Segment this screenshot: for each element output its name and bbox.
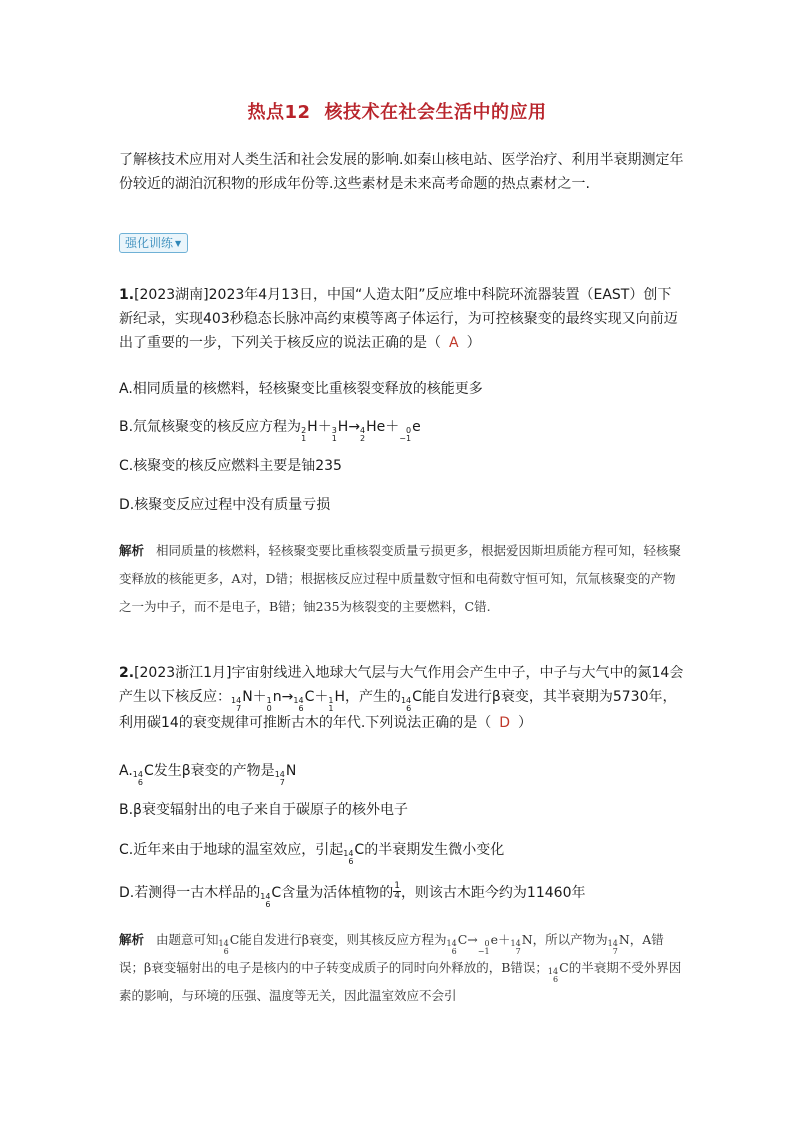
explanation-label: 解析 [119,932,145,947]
nuclide-c14: 14 6 C [547,960,569,984]
q2-option-a: A. 14 6 C 发生β衰变的产物是 14 7 N [119,760,685,785]
nuclide-c14: 14 6 C [343,842,365,866]
question-number: 2. [119,665,135,681]
intro-paragraph: 了解核技术应用对人类生活和社会发展的影响.如秦山核电站、医学治疗、利用半衰期测定年份较近的湖泊沉积物的形成年份等.这些素材是未来高考命题的热点素材之一. [119,152,684,192]
nuclide-he4: 4 2 He [360,419,386,443]
particle-neutron: 1 0 n [266,689,282,713]
answer-letter: A [449,335,459,351]
nuclide-c14: 14 6 C [293,689,315,713]
nuclide-n14: 14 7 N [231,689,253,713]
question-text: 2023年4月13日，中国“人造太阳”反应堆中科院环流器装置（EAST）创下新纪录，实现403秒稳态长脉冲高约束模等离子体运行，为可控核聚变的最终实现又向前迈出了重要的一步，下列关于核反应的说法正确的是（ [119,287,678,351]
nuclide-n14: 14 7 N [274,763,297,787]
nuclide-c14: 14 6 C [446,932,468,956]
question-source: [2023浙江1月] [134,665,232,681]
q2-explanation: 解析 由题意可知 14 6 C 能自发进行β衰变，则其核反应方程为 14 6 C → 0 −1 e ＋ 14 7 N ，所以产物为 14 7 N ，A错误；β衰变辐射出的电子是核内的中子转变成质子的同时向外释放的，B错误； 14 6 C 的半衰期不受外界因素的影响，与环境的压强、温度等无关，因此温室效应不会引 [119,926,685,1010]
option-b-text: B.氘氚核聚变的核反应方程为 [119,419,302,435]
stem-end: ） [466,335,481,351]
question-source: [2023湖南] [134,287,209,303]
section-badge-label: 强化训练 [125,236,174,250]
question-1-stem [119,283,685,355]
particle-electron: 0 −1 e [399,419,421,443]
q2-option-d: D.若测得一古木样品的 14 6 C 含量为活体植物的 $\frac{1}{4}$ ，则该古木距今约为11460年 [119,880,586,909]
q2-option-b: B.β衰变辐射出的电子来自于碳原子的核外电子 [119,802,408,818]
plus-sign: ＋ [385,419,400,435]
nuclide-c14: 14 6 C [400,689,422,713]
nuclide-n14: 14 7 N [510,932,533,956]
nuclide-c14: 14 6 C [218,932,240,956]
stem-end: ） [518,715,533,731]
nuclide-n14: 14 7 N [607,932,630,956]
question-text: ，产生的 [344,689,401,705]
nuclide-c14: 14 6 C [132,763,154,787]
nuclide-h2: 2 1 H [301,419,318,443]
q1-explanation [119,537,685,621]
triangle-down-icon: ▼ [175,238,182,248]
explanation-text: 相同质量的核燃料，轻核聚变要比重核裂变质量亏损更多，根据爱因斯坦质能方程可知，轻核聚变释放的核能更多，A对，D错；根据核反应过程中质量数守恒和电荷数守恒可知，氘氚核聚变的产物之一为中子，而不是电子，B错；铀235为核裂变的主要燃料，C错. [119,543,682,614]
title-topic-number: 热点12 [247,102,311,123]
explanation-label: 解析 [119,543,145,558]
question-text: 能自发进行β衰变，其半衰期为5730年，利用碳14的衰变规律可推断古木的年代.下列说法正确的是（ [119,689,677,731]
q2-option-c: C.近年来由于地球的温室效应，引起 14 6 C 的半衰期发生微小变化 [119,839,685,864]
section-badge [119,233,188,253]
particle-electron: 0 −1 e [477,932,498,956]
question-text: 宇宙射线进入地球大气层与大气作用会产生中子，中子与大气中的氮14会产生以下核反应： [119,665,684,705]
fraction-one-quarter: $\frac{1}{4}$ [394,880,400,901]
q1-option-b [119,416,685,441]
q1-option-d: D.核聚变反应过程中没有质量亏损 [119,497,331,513]
nuclide-c14: 14 6 C [260,885,282,909]
question-2-stem: 2.[2023浙江1月]宇宙射线进入地球大气层与大气作用会产生中子，中子与大气中的氮14会产生以下核反应： 14 7 N ＋ 1 0 n → 14 6 C ＋ 1 1 H ，产生的 14 6 C 能自发进行β衰变，其半衰期为5730年，利用碳14的衰变规律可推断古木的年代.下列说法正确的是（ D ） [119,665,684,731]
page-title [0,98,794,124]
title-topic-name: 核技术在社会生活中的应用 [324,102,547,123]
reaction-arrow: → [348,419,361,435]
question-number: 1. [119,287,135,303]
q1-option-c: C.核聚变的核反应燃料主要是铀235 [119,458,342,474]
nuclide-h3: 3 1 H [331,419,349,443]
plus-sign: ＋ [317,419,332,435]
q1-option-a: A.相同质量的核燃料，轻核聚变比重核裂变释放的核能更多 [119,381,483,397]
answer-letter: D [499,715,511,731]
nuclide-h1: 1 1 H [328,689,345,713]
